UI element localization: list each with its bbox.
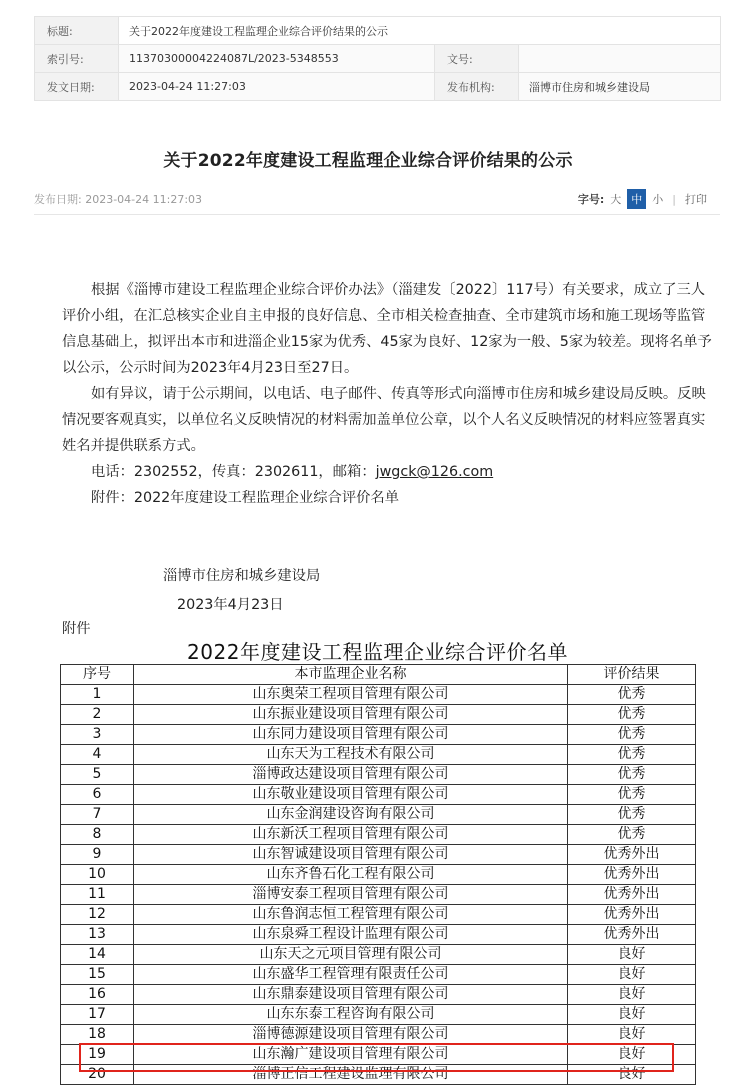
row-index: 4: [61, 745, 134, 765]
row-company: 山东泉舜工程设计监理有限公司: [134, 925, 568, 945]
signature-date: 2023年4月23日: [177, 597, 284, 613]
signature-org: 淄博市住房和城乡建设局: [163, 568, 321, 584]
row-index: 12: [61, 905, 134, 925]
row-result: 优秀: [568, 765, 696, 785]
meta-row-index: [35, 45, 721, 73]
list-title: 2022年度建设工程监理企业综合评价名单: [187, 640, 568, 664]
row-result: 优秀: [568, 725, 696, 745]
meta-docno-value: [519, 45, 721, 73]
article-body: [62, 277, 717, 511]
font-size-small-button[interactable]: 小: [652, 193, 664, 206]
row-company: 山东奥荣工程项目管理有限公司: [134, 685, 568, 705]
meta-row-date: [35, 73, 721, 101]
row-result: 优秀: [568, 745, 696, 765]
meta-title-value: 关于2022年度建设工程监理企业综合评价结果的公示: [119, 17, 721, 45]
row-index: 8: [61, 825, 134, 845]
row-index: 16: [61, 985, 134, 1005]
publish-date-label: 发布日期:: [34, 193, 82, 206]
title-divider: [34, 214, 720, 215]
row-index: 15: [61, 965, 134, 985]
row-result: 良好: [568, 1025, 696, 1045]
row-result: 良好: [568, 1045, 696, 1065]
row-index: 6: [61, 785, 134, 805]
evaluation-table: [60, 664, 696, 1085]
row-company: 山东天之元项目管理有限公司: [134, 945, 568, 965]
meta-index-value: 11370300004224087L/2023-5348553: [119, 45, 435, 73]
font-tools-separator: |: [672, 192, 676, 206]
row-company: 淄博安泰工程项目管理有限公司: [134, 885, 568, 905]
table-row: [61, 865, 696, 885]
header-index: 序号: [61, 665, 134, 685]
table-row: [61, 685, 696, 705]
row-result: 优秀外出: [568, 905, 696, 925]
row-company: 山东盛华工程管理有限责任公司: [134, 965, 568, 985]
font-size-label: 字号:: [577, 193, 605, 206]
row-result: 良好: [568, 945, 696, 965]
table-row: [61, 725, 696, 745]
table-row: [61, 705, 696, 725]
table-row: [61, 965, 696, 985]
row-index: 10: [61, 865, 134, 885]
table-row: [61, 905, 696, 925]
row-company: 山东同力建设项目管理有限公司: [134, 725, 568, 745]
table-row: [61, 825, 696, 845]
attachment-heading: 附件: [62, 621, 91, 637]
row-company: 山东鼎泰建设项目管理有限公司: [134, 985, 568, 1005]
row-index: 20: [61, 1065, 134, 1085]
row-company: 山东天为工程技术有限公司: [134, 745, 568, 765]
row-index: 5: [61, 765, 134, 785]
row-index: 1: [61, 685, 134, 705]
row-index: 14: [61, 945, 134, 965]
font-size-medium-button[interactable]: 中: [627, 189, 646, 209]
table-row: [61, 1025, 696, 1045]
row-result: 优秀: [568, 685, 696, 705]
table-row: [61, 1045, 696, 1065]
row-result: 良好: [568, 1005, 696, 1025]
meta-date-value: 2023-04-24 11:27:03: [119, 73, 435, 101]
row-company: 山东振业建设项目管理有限公司: [134, 705, 568, 725]
meta-docno-label: 文号:: [435, 45, 519, 73]
row-company: 山东东泰工程咨询有限公司: [134, 1005, 568, 1025]
row-result: 良好: [568, 1065, 696, 1085]
row-company: 山东敬业建设项目管理有限公司: [134, 785, 568, 805]
email-link[interactable]: jwgck@126.com: [375, 464, 494, 480]
row-company: 山东金润建设咨询有限公司: [134, 805, 568, 825]
meta-title-label: 标题:: [35, 17, 119, 45]
row-result: 良好: [568, 985, 696, 1005]
row-company: 淄博政达建设项目管理有限公司: [134, 765, 568, 785]
row-company: 山东智诚建设项目管理有限公司: [134, 845, 568, 865]
row-result: 优秀: [568, 825, 696, 845]
font-size-tools: [578, 189, 710, 209]
table-row: [61, 1005, 696, 1025]
row-result: 优秀外出: [568, 925, 696, 945]
meta-org-value: 淄博市住房和城乡建设局: [519, 73, 721, 101]
table-row: [61, 885, 696, 905]
row-result: 优秀: [568, 785, 696, 805]
table-header-row: [61, 665, 696, 685]
row-index: 3: [61, 725, 134, 745]
table-row: [61, 945, 696, 965]
article-title: 关于2022年度建设工程监理企业综合评价结果的公示: [163, 151, 573, 171]
row-index: 17: [61, 1005, 134, 1025]
publish-date-value: 2023-04-24 11:27:03: [85, 193, 203, 206]
row-index: 18: [61, 1025, 134, 1045]
row-company: 淄博德源建设项目管理有限公司: [134, 1025, 568, 1045]
row-index: 19: [61, 1045, 134, 1065]
attachment-line[interactable]: 附件：2022年度建设工程监理企业综合评价名单: [91, 490, 400, 506]
row-result: 优秀: [568, 805, 696, 825]
row-result: 良好: [568, 965, 696, 985]
row-company: 山东鲁润志恒工程管理有限公司: [134, 905, 568, 925]
meta-index-label: 索引号:: [35, 45, 119, 73]
row-index: 13: [61, 925, 134, 945]
meta-org-label: 发布机构:: [435, 73, 519, 101]
table-row: [61, 805, 696, 825]
row-index: 7: [61, 805, 134, 825]
table-row: [61, 925, 696, 945]
font-size-large-button[interactable]: 大: [610, 193, 622, 206]
body-paragraph-2: 如有异议，请于公示期间，以电话、电子邮件、传真等形式向淄博市住房和城乡建设局反映。反映情况要客观真实，以单位名义反映情况的材料需加盖单位公章，以个人名义反映情况的材料应签署真实姓名并提供联系方式。: [62, 386, 706, 454]
row-index: 2: [61, 705, 134, 725]
row-index: 11: [61, 885, 134, 905]
document-meta-table: [34, 16, 721, 101]
row-company: 山东齐鲁石化工程有限公司: [134, 865, 568, 885]
table-row: [61, 765, 696, 785]
row-result: 优秀外出: [568, 845, 696, 865]
row-index: 9: [61, 845, 134, 865]
table-row: [61, 1065, 696, 1085]
meta-row-title: [35, 17, 721, 45]
header-company: 本市监理企业名称: [134, 665, 568, 685]
row-result: 优秀: [568, 705, 696, 725]
meta-date-label: 发文日期:: [35, 73, 119, 101]
body-paragraph-1: 根据《淄博市建设工程监理企业综合评价办法》（淄建发〔2022〕117号）有关要求，成立了三人评价小组，在汇总核实企业自主申报的良好信息、全市相关检查抽查、全市建筑市场和施工现场等监管信息基础上，拟评出本市和进淄企业15家为优秀、45家为良好、12家为一般、5家为较差。现将名单予以公示，公示时间为2023年4月23日至27日。: [62, 282, 712, 376]
header-result: 评价结果: [568, 665, 696, 685]
row-result: 优秀外出: [568, 865, 696, 885]
row-company: 山东新沃工程项目管理有限公司: [134, 825, 568, 845]
contact-line: [62, 459, 717, 485]
contact-text: 电话：2302552，传真：2302611，邮箱：: [91, 464, 376, 480]
table-row: [61, 845, 696, 865]
table-row: [61, 745, 696, 765]
table-row: [61, 785, 696, 805]
row-company: 淄博正信工程建设监理有限公司: [134, 1065, 568, 1085]
row-result: 优秀外出: [568, 885, 696, 905]
publish-date-line: [34, 191, 202, 207]
table-row: [61, 985, 696, 1005]
print-button[interactable]: 打印: [685, 193, 707, 206]
row-company: 山东瀚广建设项目管理有限公司: [134, 1045, 568, 1065]
